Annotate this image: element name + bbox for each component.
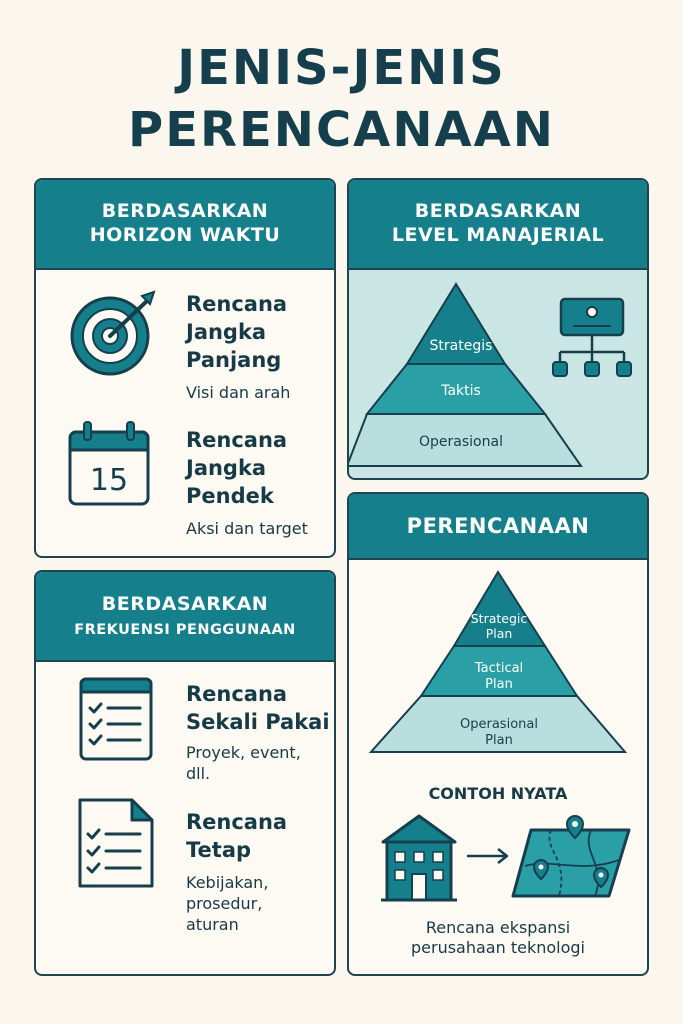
perencanaan-card — [347, 492, 649, 976]
single-plan-title: Rencana Sekali Pakai — [186, 682, 330, 734]
page-title-line1: JENIS-JENIS — [177, 40, 506, 96]
frekuensi-heading-line1: BERDASARKAN — [101, 593, 269, 616]
horizon-card-header — [36, 180, 334, 270]
frekuensi-heading-line2: FREKUENSI PENGGUNAAN — [74, 621, 296, 638]
single-plan-desc: Proyek, event, dll. — [186, 743, 301, 783]
pyramid-strategic-line2: Plan — [485, 626, 513, 641]
frekuensi-card-header — [36, 572, 334, 662]
long-plan-title: Rencana Jangka Panjang — [186, 292, 288, 372]
short-plan-title: Rencana Jangka Pendek — [186, 428, 288, 508]
page-title-line2: PERENCANAAN — [128, 102, 555, 158]
level-card-header — [349, 180, 647, 270]
arrow-right-icon — [465, 846, 511, 866]
target-icon — [68, 286, 164, 382]
level-heading-line2: LEVEL MANAJERIAL — [391, 224, 605, 246]
pyramid-tactical-line1: Tactical — [474, 661, 524, 676]
pyramid-label-operasional: Operasional — [419, 434, 503, 450]
map-pin-icon — [511, 814, 635, 900]
level-heading-line1: BERDASARKAN — [414, 200, 582, 223]
example-heading: CONTOH NYATA — [428, 784, 568, 803]
level-card — [347, 178, 649, 480]
document-checklist-icon — [76, 796, 156, 890]
pyramid-operasional-line2: Plan — [485, 733, 513, 748]
horizon-heading-line1: BERDASARKAN — [101, 200, 269, 223]
horizon-card — [34, 178, 336, 558]
frekuensi-card — [34, 570, 336, 976]
perencanaan-heading: PERENCANAAN — [406, 513, 590, 538]
checklist-icon — [78, 676, 154, 762]
pyramid-tactical-line2: Plan — [485, 677, 513, 692]
example-caption: Rencana ekspansi perusahaan teknologi — [411, 918, 585, 957]
short-plan-desc: Aksi dan target — [186, 519, 308, 538]
calendar-icon — [66, 420, 152, 508]
standing-plan-desc: Kebijakan, prosedur, aturan — [186, 873, 269, 934]
building-icon — [379, 812, 459, 904]
perencanaan-card-header — [349, 494, 647, 560]
standing-plan-title: Rencana Tetap — [186, 810, 288, 862]
pyramid-operasional-line1: Operasional — [460, 717, 538, 732]
calendar-day: 15 — [89, 463, 129, 498]
plan-pyramid — [349, 558, 647, 768]
org-chart-icon — [549, 296, 639, 382]
long-plan-desc: Visi dan arah — [186, 383, 291, 402]
pyramid-strategic-line1: Strategic — [470, 611, 528, 626]
pyramid-label-taktis: Taktis — [441, 383, 481, 399]
horizon-heading-line2: HORIZON WAKTU — [89, 224, 281, 246]
pyramid-label-strategis: Strategis — [429, 338, 493, 354]
